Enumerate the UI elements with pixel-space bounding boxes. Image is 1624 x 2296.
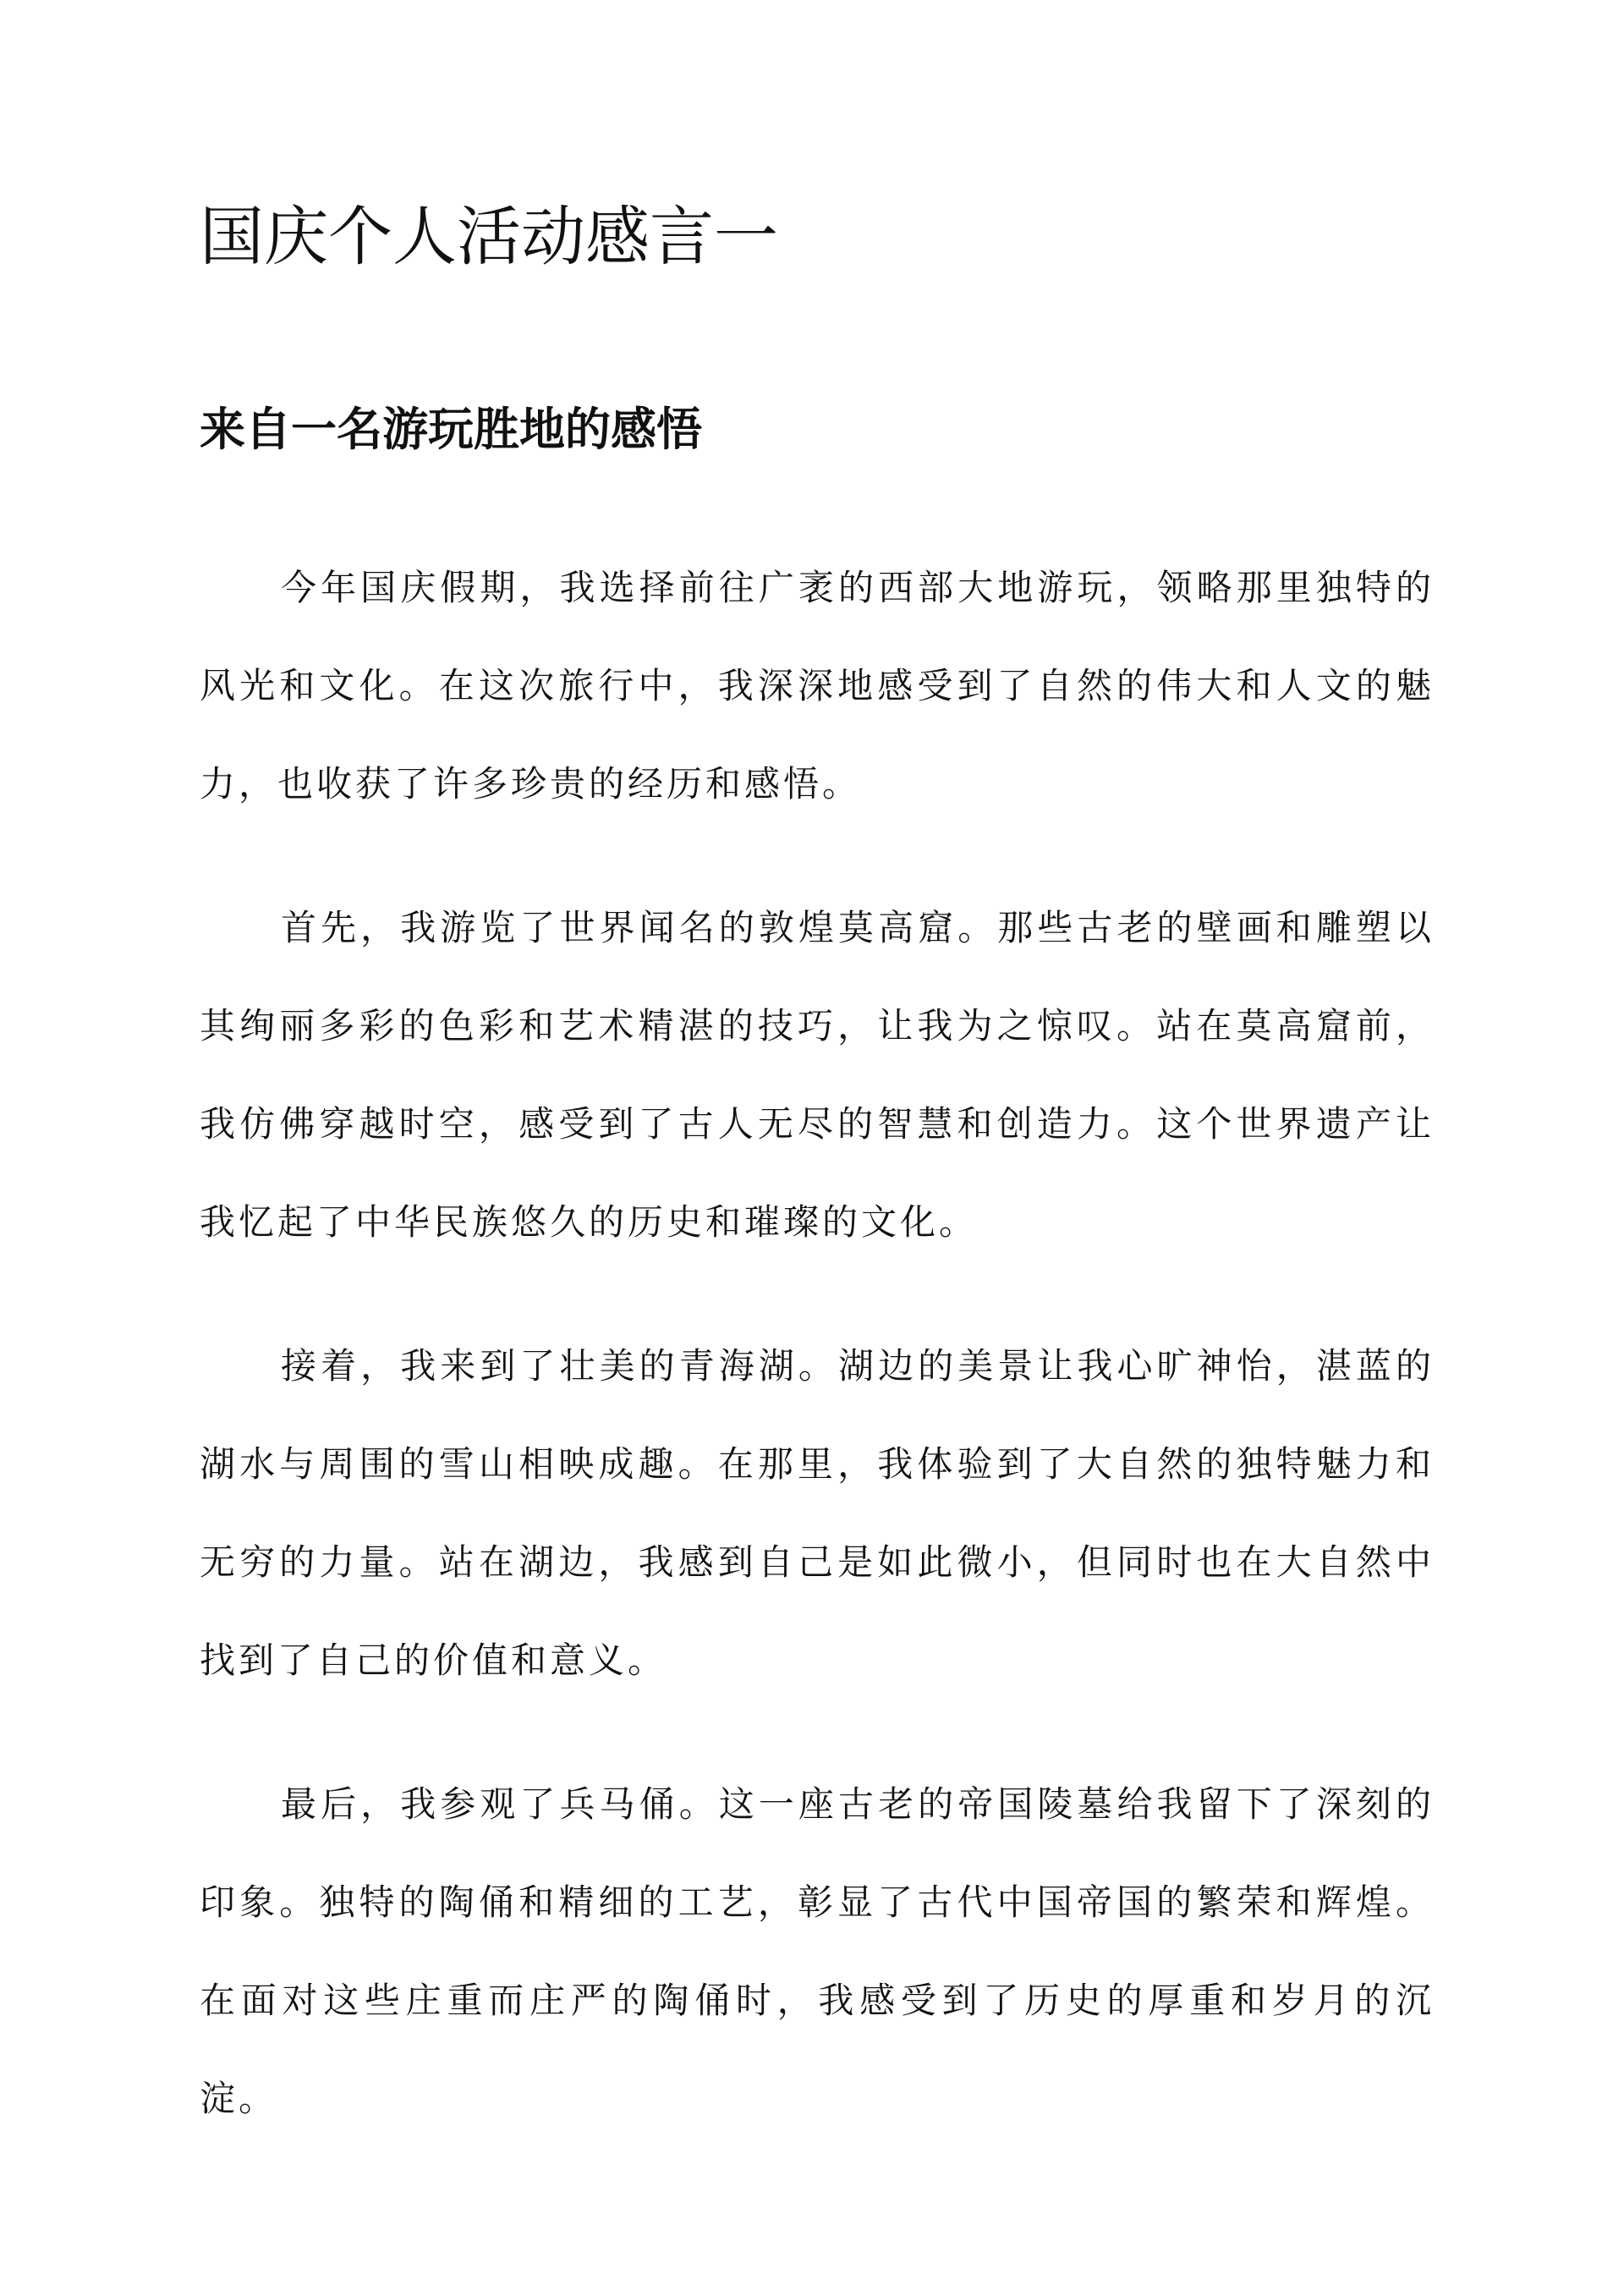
document-title: 国庆个人活动感言一 [200, 199, 778, 274]
document-body [200, 539, 1435, 2194]
paragraph-terracotta-army: 最后，我参观了兵马俑。这一座古老的帝国陵墓给我留下了深刻的印象。独特的陶俑和精细的工艺，彰显了古代中国帝国的繁荣和辉煌。在面对这些庄重而庄严的陶俑时，我感受到了历史的厚重和岁月的沉淀。 [200, 1783, 1435, 2119]
paragraph-qinghai-lake: 接着，我来到了壮美的青海湖。湖边的美景让我心旷神怡，湛蓝的湖水与周围的雪山相映成趣。在那里，我体验到了大自然的独特魅力和无穷的力量。站在湖边，我感到自己是如此微小，但同时也在大自然中找到了自己的价值和意义。 [200, 1345, 1435, 1681]
paragraph-mogao-caves: 首先，我游览了世界闻名的敦煌莫高窟。那些古老的壁画和雕塑以其绚丽多彩的色彩和艺术精湛的技巧，让我为之惊叹。站在莫高窟前，我仿佛穿越时空，感受到了古人无尽的智慧和创造力。这个世界遗产让我忆起了中华民族悠久的历史和璀璨的文化。 [200, 907, 1435, 1243]
document-subtitle: 来自一名游玩胜地的感悟 [200, 402, 702, 456]
paragraph-intro: 今年国庆假期，我选择前往广袤的西部大地游玩，领略那里独特的风光和文化。在这次旅行中，我深深地感受到了自然的伟大和人文的魅力，也收获了许多珍贵的经历和感悟。 [200, 567, 1435, 805]
